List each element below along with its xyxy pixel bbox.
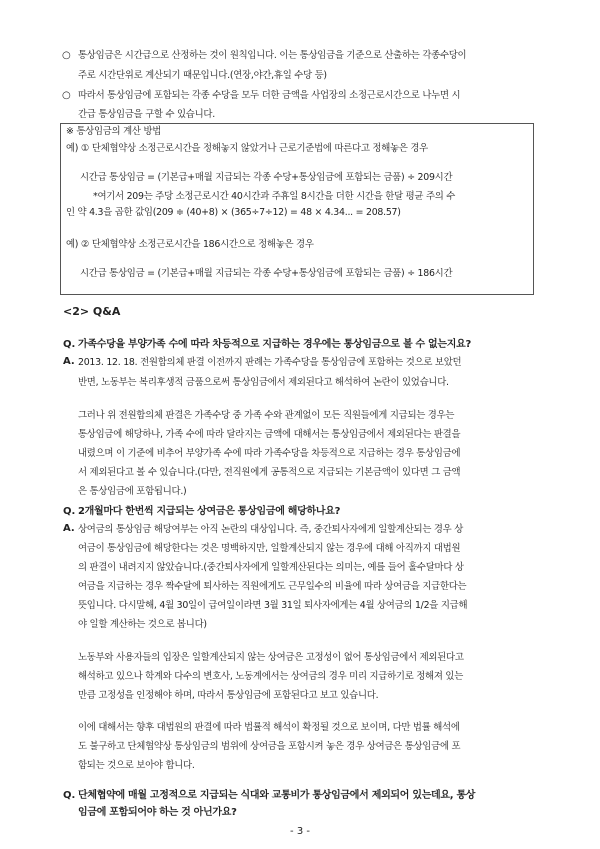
bullet-marker: ○ — [62, 90, 71, 101]
a1-label: A. — [63, 356, 75, 367]
a1-p2-line-1: 그러나 위 전원합의체 판결은 가족수당 중 가족 수와 관계없이 모든 직원들에게 지급되는 경우는 — [78, 410, 455, 421]
q3-question-line-1: 단체협약에 매월 고정적으로 지급되는 식대와 교통비가 통상임금에서 제외되어 있는데요, 통상 — [78, 790, 476, 801]
a2-p1-line-2: 여금이 통상임금에 해당한다는 것은 명백하지만, 일할계산되지 않는 경우에 대해 아직까지 대법원 — [78, 543, 461, 554]
calc-box-title: ※ 통상임금의 계산 방법 — [66, 126, 162, 137]
a2-p1-line-5: 뜻입니다. 다시말해, 4월 30일이 급여일이라면 3월 31일 퇴사자에게는 4월 상여금의 1/2을 지급해 — [78, 600, 468, 611]
bullet-marker: ○ — [62, 50, 71, 61]
a1-p2-line-5: 은 통상임금에 포함됩니다.) — [78, 486, 187, 497]
a1-p1-line-1: 2013. 12. 18. 전원합의체 판결 이전까지 판례는 가족수당을 통상임금에 포함하는 것으로 보았던 — [78, 357, 462, 368]
calc-note-line-1: *여기서 209는 주당 소정근로시간 40시간과 주휴일 8시간을 더한 시간을 한달 평균 주의 수 — [93, 191, 456, 202]
a2-p2-line-2: 해석하고 있으나 학계와 다수의 변호사, 노동계에서는 상여금의 경우 미리 지급하기로 정해져 있는 — [78, 671, 464, 682]
a2-p3-line-1: 이에 대해서는 향후 대법원의 판결에 따라 법률적 해석이 확정될 것으로 보이며, 다만 법률 해석에 — [78, 722, 460, 733]
a1-p2-line-2: 통상임금에 해당하나, 가족 수에 따라 달라지는 금액에 대해서는 통상임금에서 제외된다는 판결을 — [78, 429, 461, 440]
q3-label: Q. — [63, 790, 76, 801]
a2-p2-line-1: 노동부와 사용자들의 입장은 일할계산되지 않는 상여금은 고정성이 없어 통상임금에서 제외된다고 — [78, 652, 464, 663]
a1-p2-line-4: 서 제외된다고 볼 수 있습니다.(다만, 전직원에게 공통적으로 지급되는 기본금액이 있다면 그 금액 — [78, 467, 461, 478]
a2-p1-line-1: 상여금의 통상임금 해당여부는 아직 논란의 대상입니다. 즉, 중간퇴사자에게 일할계산되는 경우 상 — [78, 524, 464, 535]
a2-label: A. — [63, 523, 75, 534]
calc-note-line-2: 인 약 4.3을 곱한 값임(209 ≑ (40+8) × (365÷7÷12) = 48 × 4.34... = 208.57) — [66, 207, 401, 218]
intro-bullet-2-line-2: 간급 통상임금을 구할 수 있습니다. — [78, 109, 215, 120]
calc-formula-186: 시간급 통상임금 = (기본급+매월 지급되는 각종 수당+통상임금에 포함되는 금품) ÷ 186시간 — [80, 268, 453, 279]
calc-example-2: 예) ② 단체협약상 소정근로시간을 186시간으로 정해놓은 경우 — [66, 239, 314, 250]
q2-label: Q. — [63, 506, 76, 517]
a2-p2-line-3: 만큼 고정성을 인정해야 하며, 따라서 통상임금에 포함된다고 보고 있습니다. — [78, 690, 379, 701]
a2-p1-line-4: 여금을 지급하는 경우 짝수달에 퇴사하는 직원에게도 근무일수의 비율에 따라 상여금을 지급한다는 — [78, 581, 467, 592]
intro-bullet-2-line-1: 따라서 통상임금에 포함되는 각종 수당을 모두 더한 금액을 사업장의 소정근로시간으로 나누면 시 — [78, 90, 461, 101]
qa-section-heading: <2> Q&A — [63, 305, 121, 318]
a2-p3-line-3: 함되는 것으로 보아야 합니다. — [78, 760, 195, 771]
q1-question: 가족수당을 부양가족 수에 따라 차등적으로 지급하는 경우에는 통상임금으로 볼 수 없는지요? — [78, 339, 471, 350]
calc-formula-209: 시간급 통상임금 = (기본급+매월 지급되는 각종 수당+통상임금에 포함되는 금품) ÷ 209시간 — [80, 172, 453, 183]
a1-p2-line-3: 내렸으며 이 기준에 비추어 부양가족 수에 따라 가족수당을 차등적으로 지급하는 경우 통상임금에 — [78, 448, 461, 459]
q2-question: 2개월마다 한번씩 지급되는 상여금은 통상임금에 해당하나요? — [78, 506, 341, 517]
a2-p1-line-3: 의 판결이 내려지지 않았습니다.(중간퇴사자에게 일할계산된다는 의미는, 예를 들어 홀수달마다 상 — [78, 562, 464, 573]
intro-bullet-1-line-1: 통상임금은 시간급으로 산정하는 것이 원칙입니다. 이는 통상임금을 기준으로 산출하는 각종수당이 — [78, 50, 467, 61]
intro-bullet-1-line-2: 주로 시간단위로 계산되기 때문입니다.(연장,야간,휴일 수당 등) — [78, 70, 327, 81]
calc-example-1: 예) ① 단체협약상 소정근로시간을 정해놓지 않았거나 근로기준법에 따른다고 정해놓은 경우 — [66, 143, 428, 154]
a1-p1-line-2: 반면, 노동부는 복리후생적 금품으로써 통상임금에서 제외된다고 해석하여 논란이 있었습니다. — [78, 377, 449, 388]
q3-question-line-2: 임금에 포함되어야 하는 것 아닌가요? — [78, 807, 237, 818]
page-number: - 3 - — [290, 826, 310, 837]
q1-label: Q. — [63, 339, 76, 350]
a2-p3-line-2: 도 불구하고 단체협약상 통상임금의 범위에 상여금을 포함시켜 놓은 경우 상여금은 통상임금에 포 — [78, 741, 461, 752]
a2-p1-line-6: 야 일할 계산하는 것으로 봅니다) — [78, 619, 207, 630]
